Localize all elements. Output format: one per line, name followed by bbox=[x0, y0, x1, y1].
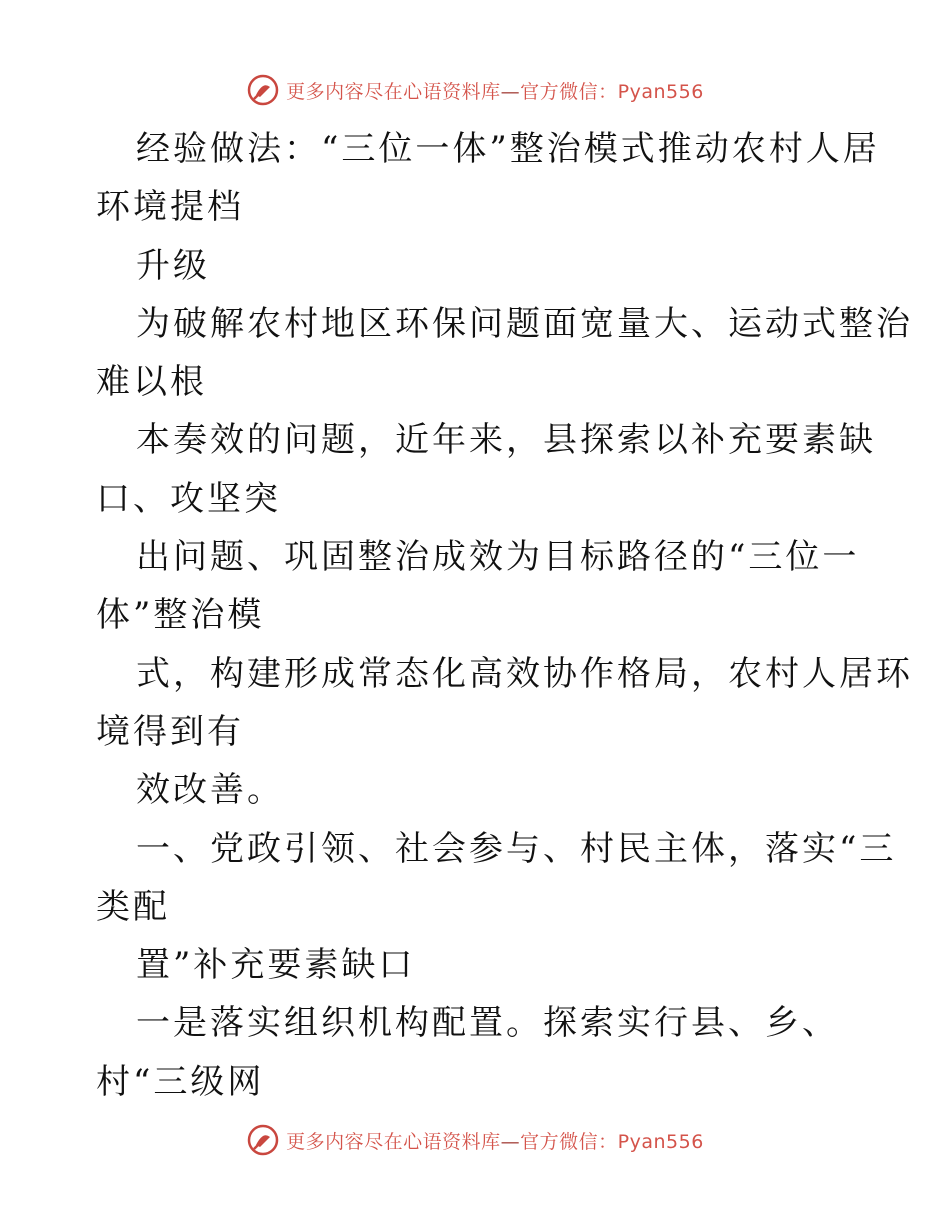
footer-watermark bbox=[0, 1120, 950, 1160]
text-line: 村“三级网 bbox=[96, 1061, 265, 1102]
watermark-contact: 官方微信：Pyan556 bbox=[520, 1130, 704, 1153]
text-line: 效改善。 bbox=[136, 770, 284, 811]
watermark-text bbox=[286, 77, 704, 104]
text-line: 出问题、巩固整治成效为目标路径的“三位一 bbox=[136, 537, 860, 578]
watermark-dash: — bbox=[500, 80, 521, 103]
text-line: 境得到有 bbox=[96, 711, 244, 752]
text-line: 口、攻坚突 bbox=[96, 478, 281, 519]
text-line: 一、党政引领、社会参与、村民主体，落实“三 bbox=[136, 828, 897, 869]
watermark-main: 更多内容尽在心语资料库 bbox=[286, 1130, 501, 1153]
logo-icon bbox=[246, 73, 280, 107]
text-line: 一是落实组织机构配置。探索实行县、乡、 bbox=[136, 1003, 839, 1044]
header-watermark bbox=[0, 70, 950, 110]
logo-icon bbox=[246, 1123, 280, 1157]
text-line: 置”补充要素缺口 bbox=[136, 945, 416, 986]
text-line: 为破解农村地区环保问题面宽量大、运动式整治 bbox=[136, 303, 913, 344]
text-line: 体”整治模 bbox=[96, 595, 265, 636]
text-line: 经验做法：“三位一体”整治模式推动农村人居 bbox=[136, 129, 880, 169]
watermark-dash: — bbox=[500, 1130, 521, 1153]
watermark-text bbox=[286, 1127, 704, 1154]
text-line: 升级 bbox=[136, 245, 210, 286]
text-line: 环境提档 bbox=[96, 187, 244, 228]
text-line: 本奏效的问题，近年来，县探索以补充要素缺 bbox=[136, 420, 876, 461]
watermark-main: 更多内容尽在心语资料库 bbox=[286, 80, 501, 103]
text-line: 类配 bbox=[96, 886, 170, 927]
document-body bbox=[96, 120, 913, 1111]
text-line: 式，构建形成常态化高效协作格局，农村人居环 bbox=[136, 653, 913, 694]
watermark-contact: 官方微信：Pyan556 bbox=[520, 80, 704, 103]
text-line: 难以根 bbox=[96, 362, 207, 403]
